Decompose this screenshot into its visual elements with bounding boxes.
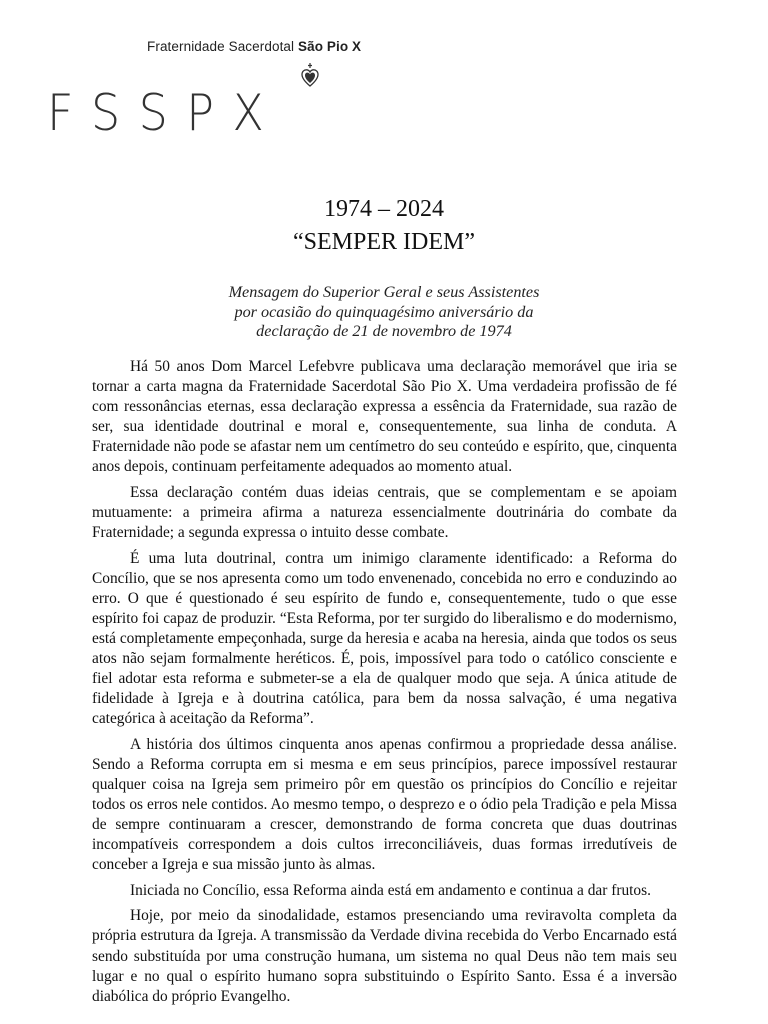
sacred-heart-emblem-icon (300, 62, 320, 88)
document-title: “SEMPER IDEM” (293, 229, 475, 255)
body-paragraph: Hoje, por meio da sinodalidade, estamos presenciando uma reviravolta completa da própria estrutura da Igreja. A transmissão da Verdade divina recebida do Verbo Encarnado está sendo substituída por uma construção humana, um sistema no qual Deus não tem mais seu lugar e no qual o espírito humano sopra substituindo o Espírito Santo. Essa é a inversão diabólica do próprio Evangelho. (92, 907, 677, 1005)
body-paragraph: A história dos últimos cinquenta anos apenas confirmou a propriedade dessa análise. Sendo a Reforma corrupta em si mesma e em seus princípios, parece impossível restaurar qualquer coisa na Igreja sem primeiro pôr em questão os princípios do Concílio e rejeitar todos os erros nele contidos. Ao mesmo tempo, o desprezo e o ódio pela Tradição e pela Missa de sempre continuaram a crescer, demonstrando de forma concreta que duas doutrinas incompatíveis correspondem a dois cultos irreconciliáveis, duas formas irredutíveis de conceber a Igreja e sua missão junto às almas. (92, 735, 677, 874)
body-paragraph: É uma luta doutrinal, contra um inimigo claramente identificado: a Reforma do Concílio, que se nos apresenta como um todo envenenado, concebida no erro e conduzindo ao erro. O que é questionado é seu espírito de fundo e, consequentemente, tudo o que esse espírito foi capaz de produzir. “Esta Reforma, por ter surgido do liberalismo e do modernismo, está completamente empeçonhada, surge da heresia e acaba na heresia, ainda que todos os seus atos não sejam formalmente heréticos. É, pois, impossível para todo o católico consciente e fiel adotar esta reforma e submeter-se a ela de qualquer modo que seja. A única atitude de fidelidade à Igreja e à doutrina católica, para bem da nossa salvação, é uma negativa categórica à aceitação da Reforma”. (92, 549, 677, 728)
subtitle-line: por ocasião do quinquagésimo aniversário da (234, 302, 534, 321)
document-subtitle (184, 283, 584, 342)
subtitle-line: declaração de 21 de novembro de 1974 (256, 322, 512, 340)
organization-prefix: Fraternidade Sacerdotal (147, 39, 295, 54)
fsspx-wordmark: FSSPX (47, 84, 283, 142)
body-paragraph: Essa declaração contém duas ideias centrais, que se complementam e se apoiam mutuamente: a primeira afirma a natureza essencialmente doutrinária do combate da Fraternidade; a segunda expressa o intuito desse combate. (92, 483, 677, 542)
organization-patron: São Pio X (298, 39, 362, 54)
body-paragraph: Iniciada no Concílio, essa Reforma ainda está em andamento e continua a dar frutos. (130, 881, 651, 899)
anniversary-years: 1974 – 2024 (324, 196, 444, 222)
subtitle-line: Mensagem do Superior Geral e seus Assistentes (228, 283, 540, 301)
organization-name (147, 39, 361, 54)
document-body (92, 357, 677, 1012)
document-header (0, 0, 768, 150)
body-paragraph: Há 50 anos Dom Marcel Lefebvre publicava uma declaração memorável que iria se tornar a carta magna da Fraternidade Sacerdotal São Pio X. Uma verdadeira profissão de fé com ressonâncias eternas, essa declaração expressa a essência da Fraternidade, sua razão de ser, sua identidade doutrinal e moral e, consequentemente, sua linha de conduta. A Fraternidade não pode se afastar nem um centímetro do seu conteúdo e espírito, que, cinquenta anos depois, continuam perfeitamente adequados ao momento atual. (92, 358, 677, 476)
